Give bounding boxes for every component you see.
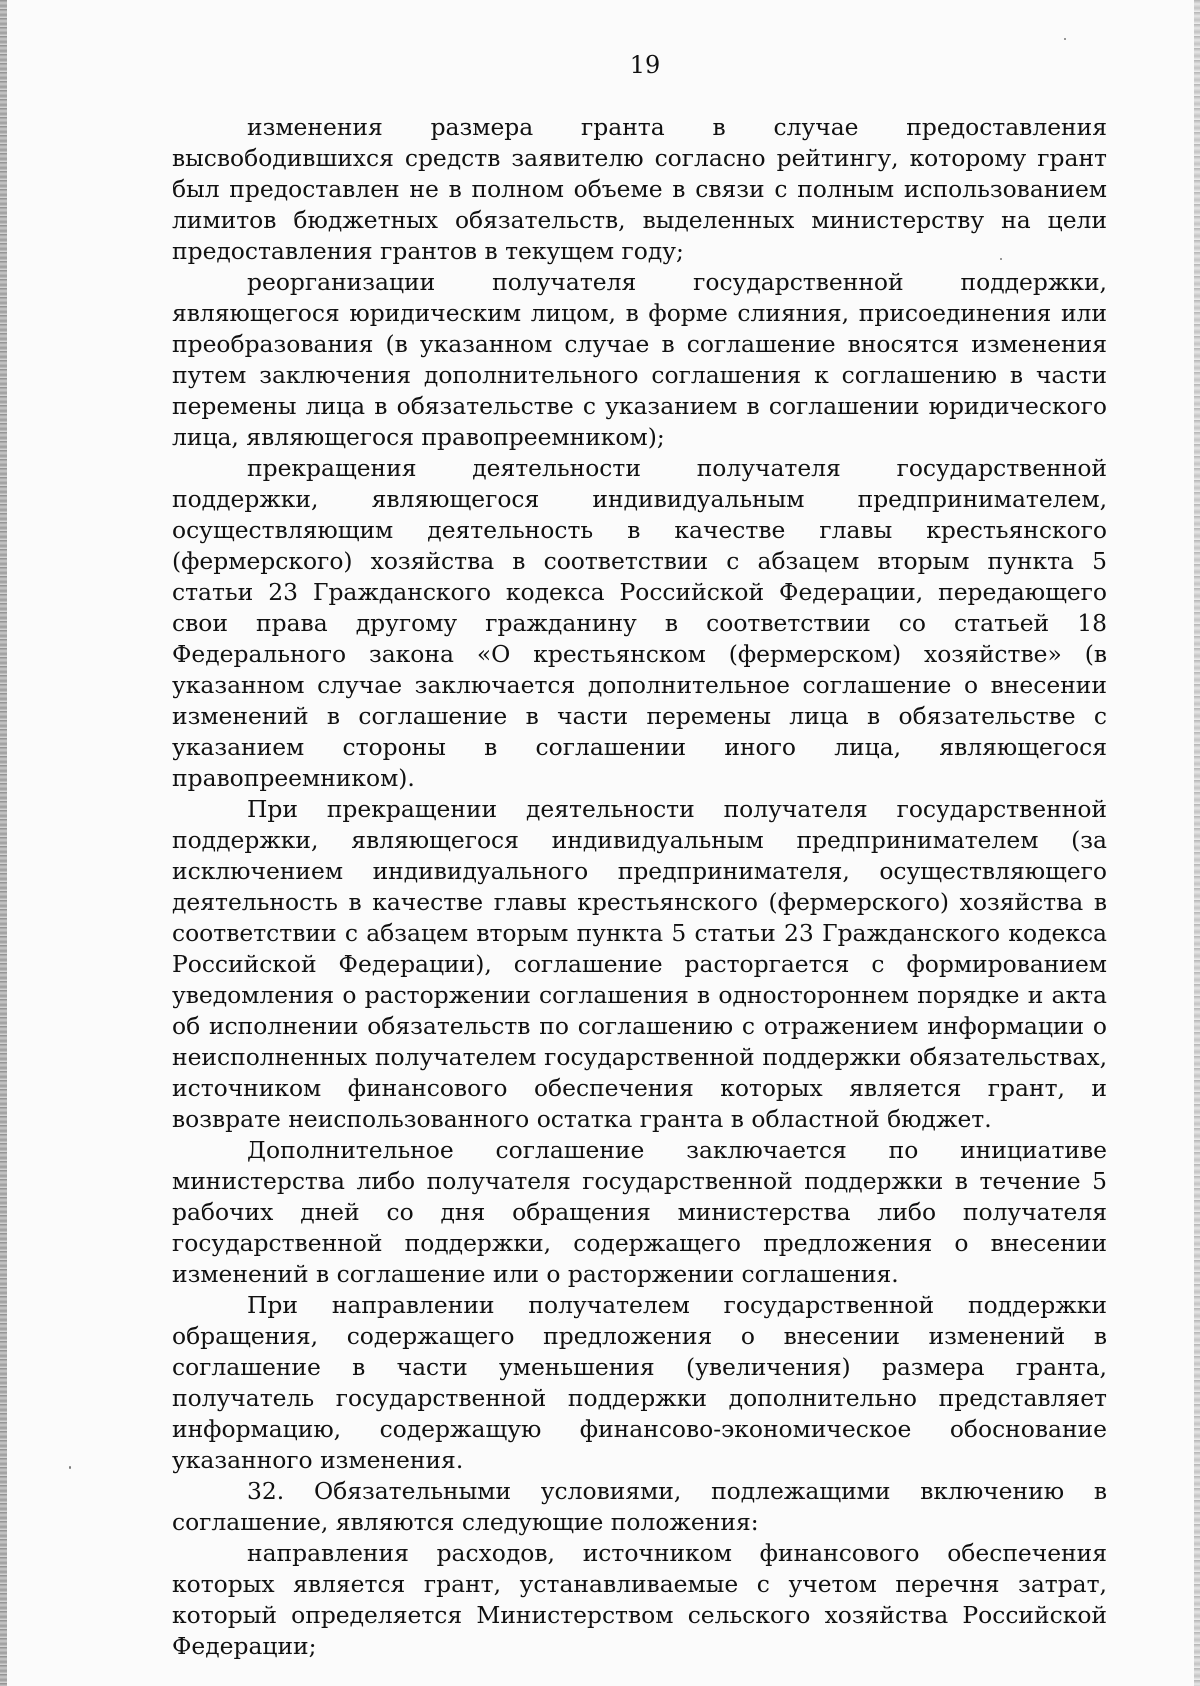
paragraph-reorganization: реорганизации получателя государственной поддержки, являющегося юридическим лицом, в форме слияния, присоединения или преобразования (в указанном случае в соглашение вносятся изменения путем заключения дополнительного соглашения к соглашению в части перемены лица в обязательстве с указанием в соглашении юридического лица, являющегося правопреемником); [172,268,1107,451]
scan-edge-right [1194,0,1200,1686]
scan-edge-left [0,0,7,1686]
paragraph-clause-32: 32. Обязательными условиями, подлежащими включению в соглашение, являются следующие положения: [172,1477,1107,1536]
scan-speck [1064,38,1066,40]
scan-speck [69,1466,71,1469]
document-body [172,112,1107,1662]
paragraph-grant-size-request: При направлении получателем государственной поддержки обращения, содержащего предложения о внесении изменений в соглашение в части уменьшения (увеличения) размера гранта, получатель государственной поддержки дополнительно представляет информацию, содержащую финансово-экономическое обоснование указанного изменения. [172,1291,1107,1474]
paragraph-expense-directions: направления расходов, источником финансового обеспечения которых является грант, устанавливаемые с учетом перечня затрат, который определяется Министерством сельского хозяйства Российской Федерации; [172,1539,1107,1660]
paragraph-termination-entrepreneur: При прекращении деятельности получателя государственной поддержки, являющегося индивидуальным предпринимателем (за исключением индивидуального предпринимателя, осуществляющего деятельность в качестве главы крестьянского (фермерского) хозяйства в соответствии с абзацем вторым пункта 5 статьи 23 Гражданского кодекса Российской Федерации), соглашение расторгается с формированием уведомления о расторжении соглашения в одностороннем порядке и акта об исполнении обязательств по соглашению с отражением информации о неисполненных получателем государственной поддержки обязательствах, источником финансового обеспечения которых является грант, и возврате неиспользованного остатка гранта в областной бюджет. [172,795,1107,1133]
paragraph-grant-size-change: изменения размера гранта в случае предоставления высвободившихся средств заявителю согласно рейтингу, которому грант был предоставлен не в полном объеме в связи с полным использованием лимитов бюджетных обязательств, выделенных министерству на цели предоставления грантов в текущем году; [172,113,1107,265]
paragraph-termination-farm-head: прекращения деятельности получателя государственной поддержки, являющегося индивидуальным предпринимателем, осуществляющим деятельность в качестве главы крестьянского (фермерского) хозяйства в соответствии с абзацем вторым пункта 5 статьи 23 Гражданского кодекса Российской Федерации, передающего свои права другому гражданину в соответствии со статьей 18 Федерального закона «О крестьянском (фермерском) хозяйстве» (в указанном случае заключается дополнительное соглашение о внесении изменений в соглашение в части перемены лица в обязательстве с указанием стороны в соглашении иного лица, являющегося правопреемником). [172,454,1107,792]
page-number: 19 [629,51,661,79]
scan-speck [1000,258,1002,260]
paragraph-additional-agreement: Дополнительное соглашение заключается по инициативе министерства либо получателя государственной поддержки в течение 5 рабочих дней со дня обращения министерства либо получателя государственной поддержки, содержащего предложения о внесении изменений в соглашение или о расторжении соглашения. [172,1136,1107,1288]
